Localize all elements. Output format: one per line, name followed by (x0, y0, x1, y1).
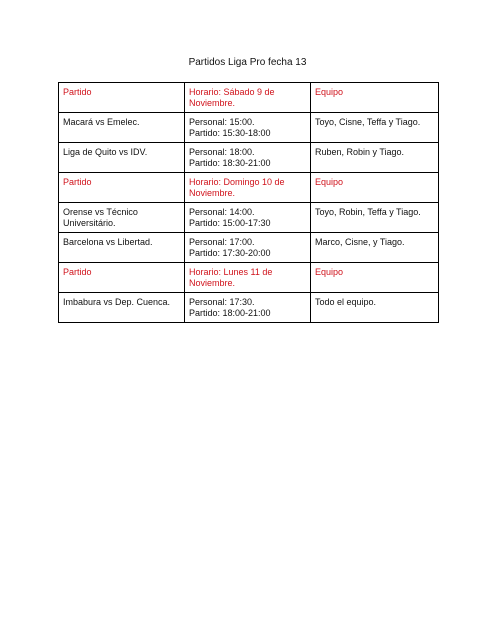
table-header-row (59, 83, 439, 113)
header-cell-equipo: Equipo (311, 263, 439, 293)
cell-partido: Macará vs Emelec. (59, 113, 185, 143)
header-cell-horario: Horario: Sábado 9 de Noviembre. (185, 83, 311, 113)
cell-horario (185, 203, 311, 233)
cell-equipo: Marco, Cisne, y Tiago. (311, 233, 439, 263)
cell-horario (185, 143, 311, 173)
header-cell-partido: Partido (59, 263, 185, 293)
header-cell-partido: Partido (59, 173, 185, 203)
table-row (59, 143, 439, 173)
table-row (59, 113, 439, 143)
table-row (59, 203, 439, 233)
cell-personal: Personal: 18:00. (189, 147, 255, 157)
table-row (59, 293, 439, 323)
cell-partido-time: Partido: 18:00-21:00 (189, 308, 271, 318)
header-cell-horario: Horario: Lunes 11 de Noviembre. (185, 263, 311, 293)
cell-horario (185, 113, 311, 143)
header-cell-equipo: Equipo (311, 173, 439, 203)
header-cell-equipo: Equipo (311, 83, 439, 113)
cell-personal: Personal: 17:30. (189, 297, 255, 307)
cell-partido-time: Partido: 15:00-17:30 (189, 218, 271, 228)
schedule-table (58, 82, 439, 323)
cell-equipo: Toyo, Cisne, Teffa y Tiago. (311, 113, 439, 143)
cell-personal: Personal: 14:00. (189, 207, 255, 217)
cell-partido: Imbabura vs Dep. Cuenca. (59, 293, 185, 323)
cell-partido: Liga de Quito vs IDV. (59, 143, 185, 173)
cell-partido: Barcelona vs Libertad. (59, 233, 185, 263)
table-header-row (59, 263, 439, 293)
cell-partido-time: Partido: 17:30-20:00 (189, 248, 271, 258)
cell-horario (185, 233, 311, 263)
page-title: Partidos Liga Pro fecha 13 (188, 57, 307, 68)
cell-partido: Orense vs Técnico Universitário. (59, 203, 185, 233)
cell-partido-time: Partido: 15:30-18:00 (189, 128, 271, 138)
table-header-row (59, 173, 439, 203)
header-cell-horario: Horario: Domingo 10 de Noviembre. (185, 173, 311, 203)
cell-equipo: Todo el equipo. (311, 293, 439, 323)
table-row (59, 233, 439, 263)
cell-horario (185, 293, 311, 323)
cell-personal: Personal: 15:00. (189, 117, 255, 127)
cell-partido-time: Partido: 18:30-21:00 (189, 158, 271, 168)
header-cell-partido: Partido (59, 83, 185, 113)
cell-equipo: Ruben, Robin y Tiago. (311, 143, 439, 173)
cell-equipo: Toyo, Robin, Teffa y Tiago. (311, 203, 439, 233)
cell-personal: Personal: 17:00. (189, 237, 255, 247)
